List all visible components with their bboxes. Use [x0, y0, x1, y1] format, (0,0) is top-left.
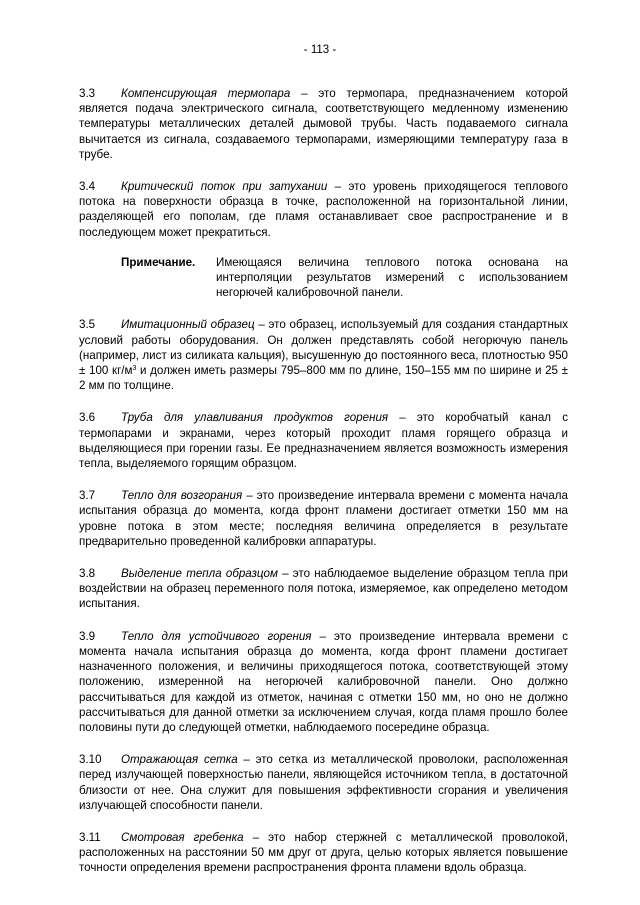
definition-text: – это термопара, предназначением которой является подача электрического сигнала, соответствующего медленному изменению температуры металлических деталей дымовой трубы. Часть подаваемого сигнала вычитается из сигнала, создаваемого термопарами, измеряющими температуру газа в трубе.: [79, 87, 568, 161]
definition-3-3: [79, 86, 568, 162]
definition-text: – это сетка из металлической проволоки, расположенная перед излучающей поверхностью панели, являющейся источником тепла, в достаточной близости от нее. Она служит для повышения эффективности сгорания и увеличения излучающей способности панели.: [79, 753, 568, 812]
definition-text: – это произведение интервала времени с момента начала испытания образца до момента, когда фронт пламени достигает назначенного положения, и величины приходящегося потока, соответствующей этому положению, измеренной на негорючей калибровочной панели. Оно должно рассчитываться для каждой из отметок, начиная с отметки 150 мм, но оно не должно рассчитываться для данной отметки за исключением случая, когда пламя прошло более половины пути до следующей отметки, наблюдаемого посередине образца.: [79, 629, 568, 734]
term: Смотровая гребенка: [121, 830, 244, 844]
page-number: - 113 -: [303, 44, 337, 56]
clause-number: 3.11: [79, 830, 101, 844]
definition-text: – это набор стержней с металлической проволокой, расположенных на расстоянии 50 мм друг от друга, целью которых является повышение точности определения времени распространения фронта пламени вдоль образца.: [79, 830, 568, 875]
note-text: Имеющаяся величина теплового потока основана на интерполяции результатов измерений с использованием негорючей калибровочной панели.: [216, 255, 568, 300]
definition-text: – это наблюдаемое выделение образцом тепла при воздействии на образец переменного поля потока, измеряемое, как определено методом испытания.: [79, 567, 569, 611]
clause-number: 3.6: [79, 411, 96, 425]
definition-text: – это коробчатый канал с термопарами и экранами, через который проходит пламя горящего образца и выделяющиеся при горении газы. Ее предназначением является возможность измерения тепла, выделяемого горящим образцом.: [79, 411, 568, 471]
clause-number: 3.4: [79, 180, 96, 194]
term: Труба для улавливания продуктов горения: [121, 411, 389, 425]
term: Отражающая сетка: [121, 753, 238, 767]
term: Критический поток при затухании: [121, 180, 328, 194]
clause-number: 3.8: [79, 567, 96, 581]
note-block: [121, 255, 568, 301]
term: Имитационный образец: [121, 318, 255, 332]
term: Тепло для устойчивого горения: [121, 629, 312, 643]
term: Компенсирующая термопара: [121, 87, 291, 100]
definition-3-10: [79, 752, 568, 813]
document-body: [79, 86, 568, 893]
definition-text: – это образец, используемый для создания стандартных условий работы оборудования. Он должен представлять собой негорючую панель (например, лист из силиката кальция), высушенную до постоянного веса, плотностью 950 ± 100 кг/м: [79, 318, 568, 378]
definition-3-11: [79, 830, 568, 876]
note-label: Примечание.: [121, 255, 196, 269]
clause-number: 3.10: [79, 753, 102, 767]
superscript: 3: [132, 365, 137, 373]
definition-3-9: [79, 629, 568, 735]
clause-number: 3.3: [79, 87, 96, 100]
definition-3-5: [79, 317, 568, 393]
term: Выделение тепла образцом: [121, 567, 278, 581]
clause-number: 3.7: [79, 489, 96, 503]
definition-text: – это уровень приходящегося теплового потока на поверхности образца в точке, расположенной на горизонтальной линии, разделяющей его пополам, где пламя останавливает свое распространение и в последующем может прекратиться.: [79, 180, 568, 239]
definition-3-7: [79, 488, 568, 549]
definition-3-8: [79, 566, 568, 612]
clause-number: 3.5: [79, 318, 96, 332]
definition-3-6: [79, 410, 568, 471]
term: Тепло для возгорания: [121, 489, 243, 503]
definition-3-4: [79, 179, 568, 240]
definition-text: – это произведение интервала времени с момента начала испытания образца до момента, когда фронт пламени достигает отметки 150 мм на уровне потока в этом месте; последняя величина определяется в результате предварительно проведенной калибровки аппаратуры.: [79, 489, 568, 548]
clause-number: 3.9: [79, 629, 96, 643]
definition-text-continued: и должен иметь размеры 795–800 мм по длине, 150–155 мм по ширине и 25 ± 2 мм по толщине.: [79, 364, 568, 393]
